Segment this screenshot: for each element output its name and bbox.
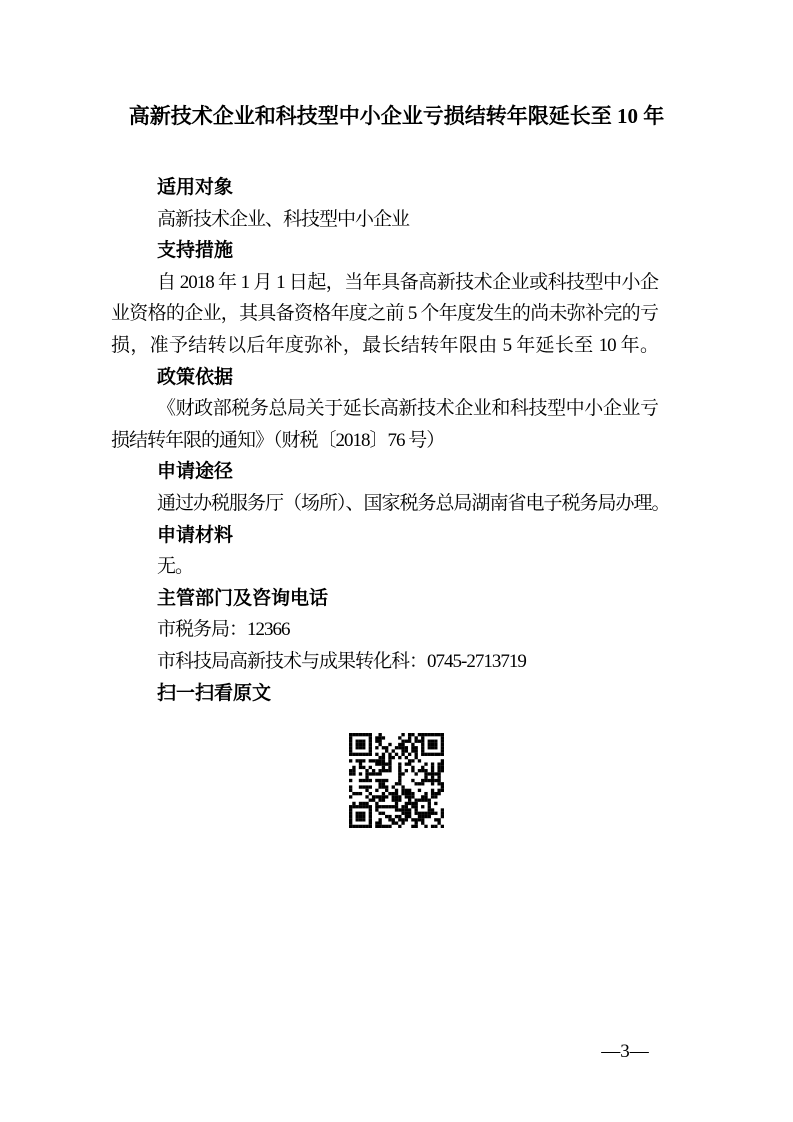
body-line: 损结转年限的通知》（财税〔2018〕76 号） (111, 429, 445, 451)
body-line: 无。 (157, 556, 194, 578)
heading-scan-original: 扫一扫看原文 (157, 682, 272, 704)
heading-application-materials: 申请材料 (157, 524, 234, 546)
qr-code-icon (349, 733, 444, 828)
body-line: 通过办税服务厅（场所）、国家税务总局湖南省电子税务局办理。 (157, 492, 670, 514)
page-number: —3— (601, 1041, 649, 1062)
body-line: 自 2018 年 1 月 1 日起，当年具备高新技术企业或科技型中小企 (157, 271, 658, 293)
heading-policy-basis: 政策依据 (157, 366, 234, 388)
heading-contact-departments: 主管部门及咨询电话 (157, 587, 329, 609)
body-line: 业资格的企业，其具备资格年度之前 5 个年度发生的尚未弥补完的亏 (111, 303, 658, 325)
heading-applicable-objects: 适用对象 (157, 177, 234, 198)
body-line: 市科技局高新技术与成果转化科：0745-2713719 (157, 650, 526, 672)
body-line: 市税务局：12366 (157, 619, 290, 641)
body-line: 高新技术企业、科技型中小企业 (157, 208, 410, 230)
heading-application-channel: 申请途径 (157, 461, 234, 483)
body-line: 《财政部税务总局关于延长高新技术企业和科技型中小企业亏 (157, 398, 658, 420)
document-title: 高新技术企业和科技型中小企业亏损结转年限延长至 10 年 (128, 104, 665, 128)
document-body (111, 172, 670, 709)
heading-support-measures: 支持措施 (157, 240, 234, 262)
body-line: 损，准予结转以后年度弥补，最长结转年限由 5 年延长至 10 年。 (111, 334, 658, 356)
